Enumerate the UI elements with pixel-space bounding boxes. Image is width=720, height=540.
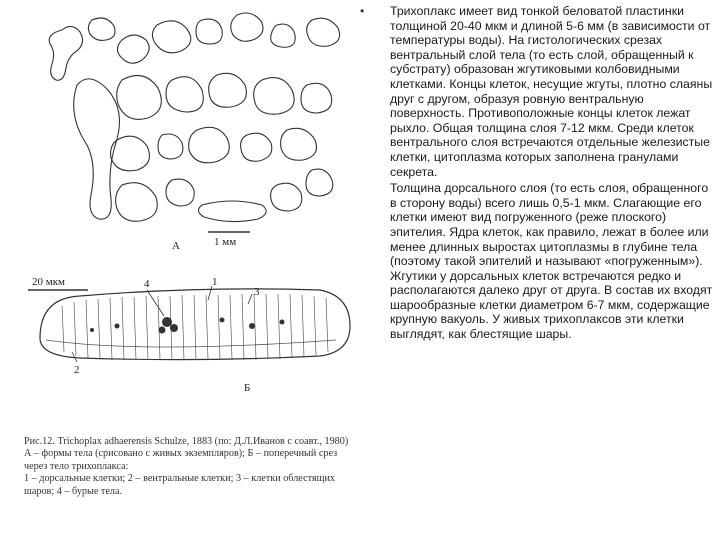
scale-label-a: 1 мм <box>214 236 237 248</box>
caption-line-2: 1 – дорсальные клетки; 2 – вентральные клетки; 3 – клетки облестящих шаров; 4 – бурые тела. <box>24 473 335 497</box>
caption-title: Рис.12. Trichoplax adhaerensis Schulze, 1883 (по: Д.Л.Иванов с соавт., 1980) <box>24 436 349 447</box>
figure-caption <box>14 436 354 498</box>
body-shape <box>231 13 263 41</box>
body-text <box>390 4 718 344</box>
body-shape <box>158 134 183 159</box>
paragraph-dorsal: Толщина дорсального слоя (то есть слоя, обращенного в сторону воды) всего лишь 0,5-1 мкм. Слагающие его клетки имеют вид погруженного (реже плоского) эпителия. Ядра клеток, как правило, лежат в более или менее длинных выростах цитоплазмы в глубине тела (поэтому такой эпителий и называют «погруженным»). Жгутики у дорсальных клеток встречаются редко и располагаются далеко друг от друга. В состав их входят шарообразные клетки диаметром 6-7 мкм, содержащие крупную вакуоль. У живых трихоплаксов эти клетки выглядят, как блестящие шары. <box>390 181 713 342</box>
body-shape <box>117 35 149 63</box>
body-shape <box>116 183 158 221</box>
body-shape <box>49 26 82 80</box>
body-shape <box>209 73 247 107</box>
body-shape <box>281 128 317 160</box>
paragraph-ventral: Трихоплакс имеет вид тонкой беловатой пластинки толщиной 20-40 мкм и длиной 5-6 мм (в зависимости от температуры воды). На гистологических срезах вентральный слой тела (то есть слой, обращенный к субстрату) образован жгутиковыми колбовидными клетками. Концы клеток, несущие жгуты, плотно слаяны друг с другом, образуя ровную вентральную поверхность. Противоположные концы клеток лежат рыхло. Общая толщина слоя 7-12 мкм. Среди клеток вентрального слоя встречаются отдельные железистые клетки, цитоплазма которых заполнена гранулами секрета. <box>390 4 713 179</box>
scale-label-b: 20 мкм <box>32 276 66 288</box>
body-shape <box>254 78 294 115</box>
callout-4: 4 <box>144 278 150 290</box>
bullet-marker: • <box>360 4 365 18</box>
body-shape <box>301 83 332 113</box>
body-shapes-a <box>49 13 339 222</box>
body-shape <box>306 169 333 196</box>
body-shape <box>88 18 115 40</box>
cross-section <box>40 286 350 362</box>
body-shape <box>166 77 203 112</box>
body-shape <box>307 18 340 46</box>
callout-1: 1 <box>212 276 218 288</box>
body-shape <box>271 24 296 47</box>
figure-label-a: А <box>172 240 180 252</box>
body-shape <box>166 179 194 206</box>
callout-3: 3 <box>254 286 260 298</box>
caption-line-1: А – формы тела (срисовано с живых экземпляров); Б – поперечный срез через тело трихоплакса: <box>24 448 338 472</box>
body-shape <box>152 21 190 53</box>
figure-drawing <box>22 0 365 440</box>
body-shape <box>198 201 266 222</box>
body-shape <box>196 19 222 44</box>
body-shape <box>74 79 120 219</box>
ventral-cells <box>62 294 328 360</box>
body-shape <box>117 76 162 120</box>
body-shape <box>189 127 230 162</box>
body-shape <box>271 183 302 211</box>
body-shape <box>241 133 272 161</box>
figure-label-b: Б <box>244 382 251 394</box>
callout-2: 2 <box>74 364 80 376</box>
